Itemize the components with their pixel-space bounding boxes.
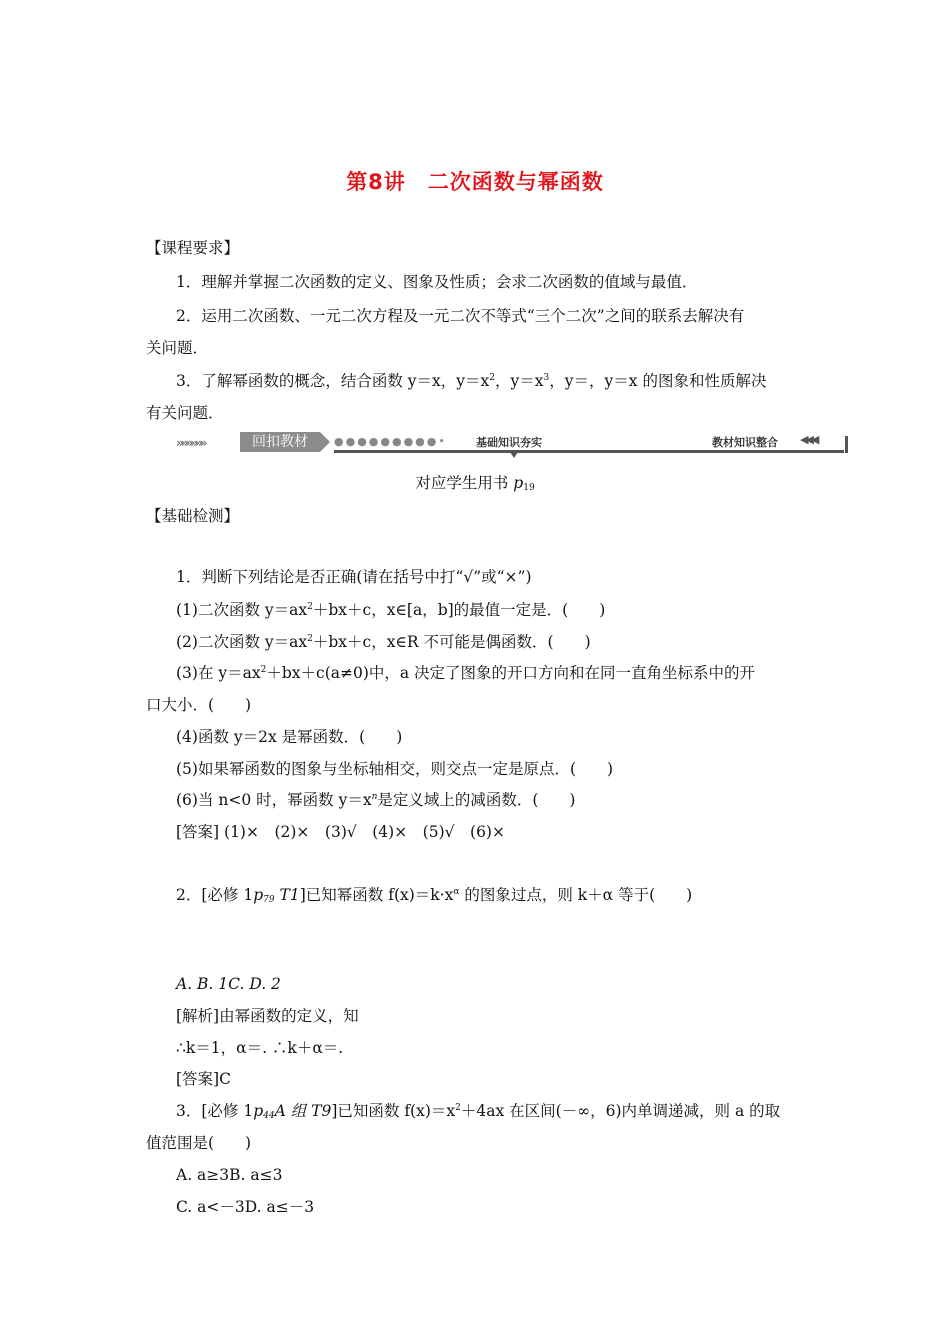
- banner-right-label: 教材知识整合: [712, 436, 778, 449]
- question-3-options-ab: A. a≥3B. a≤3: [176, 1166, 283, 1184]
- page-title: [0, 166, 950, 196]
- chevron-icons: »»»»»»: [176, 436, 205, 450]
- question-1-item-6: (6)当 n<0 时，幂函数 $y=x^n$是定义域上的减函数．( ): [176, 791, 576, 809]
- arrow-left-icons: ◀◀◀: [800, 433, 817, 446]
- question-1-item-4: (4)函数 y＝2x 是幂函数．( ): [176, 728, 403, 746]
- student-book-reference: 对应学生用书 $p_{19}$: [415, 474, 535, 493]
- requirement-3: 3．了解幂函数的概念，结合函数 y＝x，$y=x^2$，$y=x^3$，y＝，y＝x 的图象和性质解决: [176, 372, 767, 390]
- banner-end-bar: [845, 436, 848, 453]
- section-banner: [176, 432, 848, 454]
- section-course-requirements: 【课程要求】: [146, 239, 240, 257]
- question-3-options-cd: C. a<－3D. a≤－3: [176, 1198, 315, 1216]
- requirement-2: 2．运用二次函数、一元二次方程及一元二次不等式“三个二次”之间的联系去解决有: [176, 307, 745, 325]
- requirement-2-cont: 关问题．: [146, 339, 209, 357]
- question-2-options: A. B. 1C. D. 2: [176, 975, 281, 993]
- question-1-item-1: (1)二次函数 $y=ax^2+bx+c$，x∈[a，b]的最值一定是．( ): [176, 601, 606, 619]
- lecture-topic: 二次函数与幂函数: [427, 170, 604, 194]
- question-3: 3．[必修 $1p_{44}A$ 组 T9]已知函数 $f(x)=x^2+4ax$ 在区间(－∞，6)内单调递减，则 a 的取: [176, 1102, 781, 1121]
- question-1-item-2: (2)二次函数 $y=ax^2+bx+c$，x∈R 不可能是偶函数．( ): [176, 633, 591, 651]
- dot-decoration: ●●●●●●●●●•: [334, 435, 447, 448]
- banner-tag: 回扣教材: [240, 432, 320, 452]
- banner-left-label: 基础知识夯实: [476, 436, 542, 449]
- question-1-item-5: (5)如果幂函数的图象与坐标轴相交，则交点一定是原点．( ): [176, 760, 614, 778]
- requirement-1: 1．理解并掌握二次函数的定义、图象及性质；会求二次函数的值域与最值．: [176, 273, 698, 291]
- question-2: 2．[必修 $1p_{79}$ T1]已知幂函数 $f(x)=k\cdot x^\alpha$ 的图象过点，则 k＋α 等于( ): [176, 886, 693, 905]
- question-3-cont: 值范围是( ): [146, 1134, 252, 1152]
- section-basic-test: 【基础检测】: [146, 507, 240, 525]
- question-1-answer: [答案] (1)× (2)× (3)√ (4)× (5)√ (6)×: [176, 823, 505, 841]
- question-1: 1．判断下列结论是否正确(请在括号中打“√”或“×”): [176, 568, 532, 586]
- lecture-number: 第8讲: [346, 170, 406, 194]
- requirement-3-cont: 有关问题．: [146, 404, 224, 422]
- question-1-item-3: (3)在 $y=ax^2+bx+c(a\ne 0)$中，a 决定了图象的开口方向和在同一直角坐标系中的开: [176, 664, 756, 682]
- question-2-analysis: [解析]由幂函数的定义，知: [176, 1007, 359, 1025]
- question-2-answer: [答案]C: [176, 1070, 231, 1088]
- question-2-derivation: ∴k＝1，α＝. ∴k＋α＝.: [176, 1039, 344, 1057]
- triangle-pointer-icon: [510, 452, 518, 458]
- question-1-item-3-cont: 口大小．( ): [146, 696, 252, 714]
- banner-line: [334, 450, 844, 453]
